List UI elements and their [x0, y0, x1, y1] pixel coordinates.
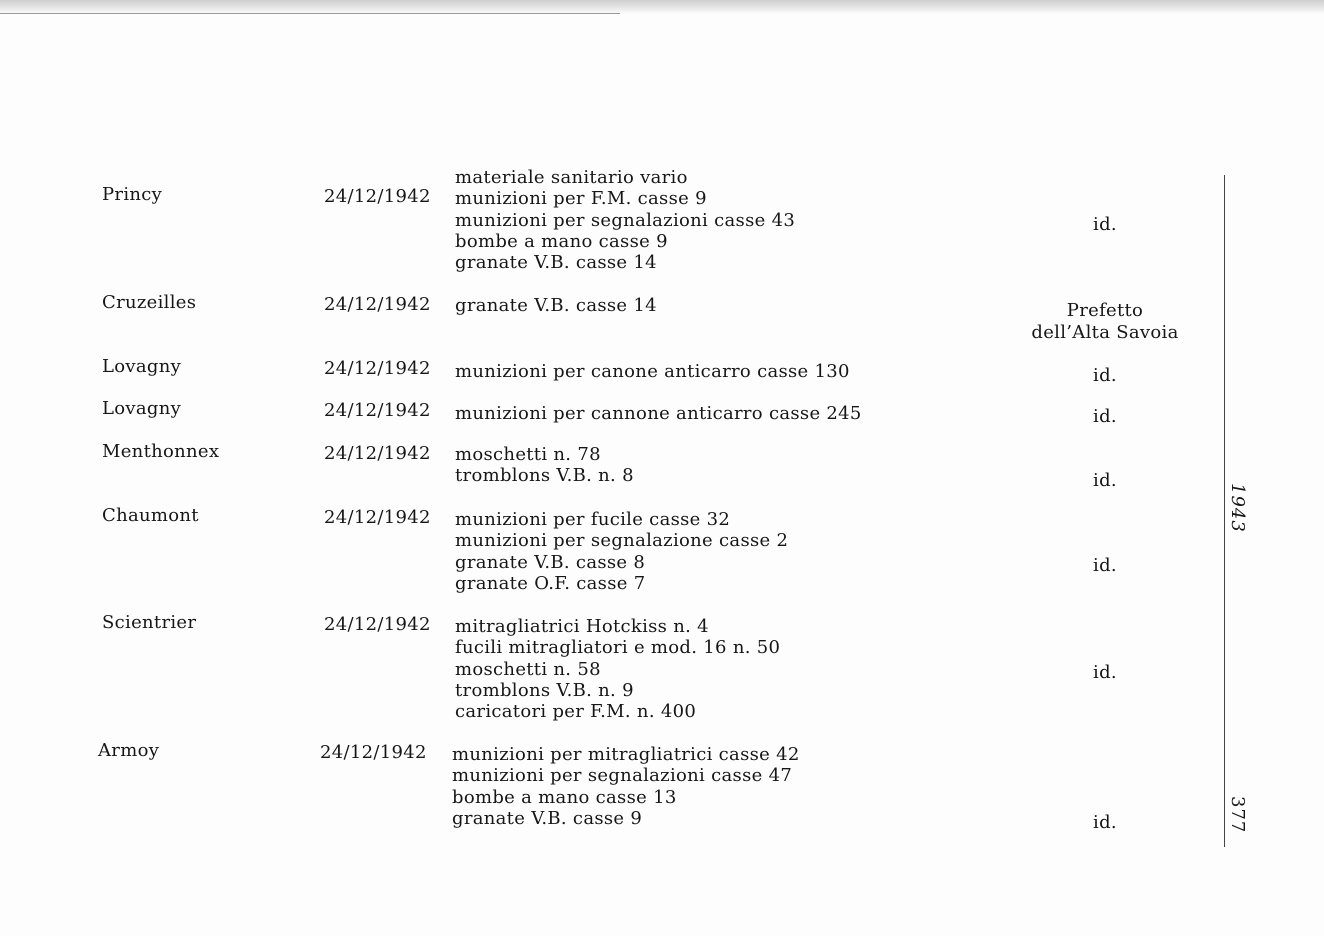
list-item: moschetti n. 58 — [455, 658, 601, 680]
list-item: munizioni per fucile casse 32 — [455, 509, 731, 530]
list-item: munizioni per canone anticarro casse 130 — [455, 361, 850, 382]
page-number: 377 — [1227, 796, 1248, 834]
authority-line: id. — [1093, 470, 1117, 491]
margin-rule — [1224, 175, 1225, 847]
authority-line: id. — [1093, 812, 1117, 833]
authority — [1020, 662, 1190, 684]
authority — [1020, 300, 1190, 344]
items-list — [455, 444, 634, 487]
list-item: mitragliatrici Hotckiss n. 4 — [455, 616, 709, 637]
authority-line: id. — [1093, 406, 1117, 427]
authority — [1020, 470, 1190, 492]
list-item: bombe a mano casse 13 — [452, 786, 677, 808]
list-item: munizioni per segnalazioni casse 47 — [452, 765, 793, 787]
list-item: tromblons V.B. n. 8 — [455, 465, 634, 487]
place-name: Scientrier — [102, 612, 197, 633]
list-item: munizioni per mitragliatrici casse 42 — [452, 744, 800, 765]
list-item: munizioni per F.M. casse 9 — [455, 188, 707, 210]
list-item: granate V.B. casse 8 — [455, 551, 646, 573]
list-item: granate O.F. casse 7 — [455, 572, 646, 594]
items-list — [455, 361, 850, 382]
place-name: Armoy — [98, 740, 160, 761]
list-item: materiale sanitario vario — [455, 167, 688, 188]
list-item: munizioni per cannone anticarro casse 245 — [455, 403, 862, 424]
place-name: Menthonnex — [102, 441, 220, 462]
authority-line: Prefetto — [1066, 300, 1144, 321]
list-item: fucili mitragliatori e mod. 16 n. 50 — [455, 637, 781, 659]
list-item: granate V.B. casse 14 — [455, 252, 657, 274]
date: 24/12/1942 — [324, 358, 431, 379]
list-item: tromblons V.B. n. 9 — [455, 679, 634, 701]
authority — [1020, 555, 1190, 577]
place-name: Lovagny — [102, 398, 182, 419]
authority — [1020, 812, 1190, 834]
place-name: Cruzeilles — [102, 292, 197, 313]
date: 24/12/1942 — [324, 294, 431, 315]
list-item: granate V.B. casse 14 — [455, 295, 657, 316]
authority-line: dell’Alta Savoia — [1031, 322, 1179, 343]
items-list — [455, 616, 780, 722]
items-list — [455, 509, 788, 594]
items-list — [455, 295, 657, 316]
authority — [1020, 365, 1190, 387]
date: 24/12/1942 — [320, 742, 427, 763]
authority-line: id. — [1093, 365, 1117, 386]
list-item: munizioni per segnalazioni casse 43 — [455, 209, 796, 231]
date: 24/12/1942 — [324, 186, 431, 207]
items-list — [452, 744, 800, 829]
place-name: Princy — [102, 184, 163, 205]
list-item: munizioni per segnalazione casse 2 — [455, 530, 789, 552]
place-name: Chaumont — [102, 505, 199, 526]
items-list — [455, 403, 862, 424]
date: 24/12/1942 — [324, 400, 431, 421]
list-item: caricatori per F.M. n. 400 — [455, 701, 697, 723]
list-item: moschetti n. 78 — [455, 444, 601, 465]
authority-line: id. — [1093, 555, 1117, 576]
date: 24/12/1942 — [324, 507, 431, 528]
authority — [1020, 214, 1190, 236]
authority-line: id. — [1093, 214, 1117, 235]
date: 24/12/1942 — [324, 443, 431, 464]
items-list — [455, 167, 795, 273]
place-name: Lovagny — [102, 356, 182, 377]
authority-line: id. — [1093, 662, 1117, 683]
list-item: bombe a mano casse 9 — [455, 230, 668, 252]
list-item: granate V.B. casse 9 — [452, 807, 643, 829]
authority — [1020, 406, 1190, 428]
running-header-year: 1943 — [1227, 483, 1248, 533]
date: 24/12/1942 — [324, 614, 431, 635]
